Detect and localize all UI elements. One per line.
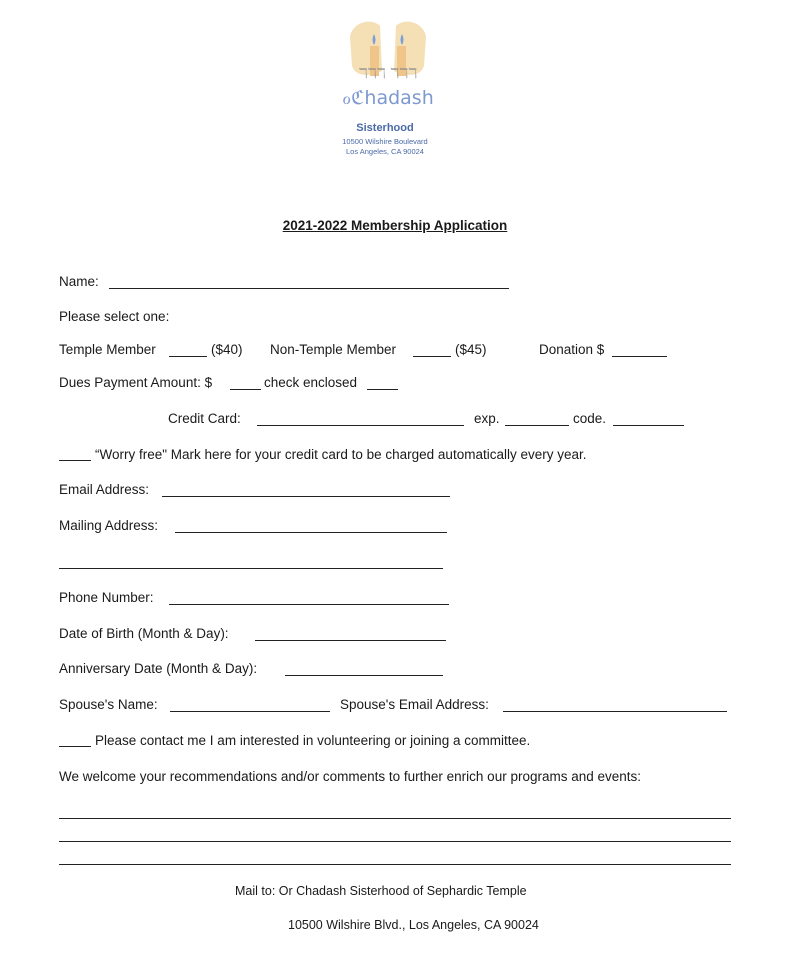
email-label: Email Address: xyxy=(59,482,150,497)
exp-label: exp. xyxy=(474,411,500,426)
comments-line-3[interactable] xyxy=(59,864,731,865)
comments-line-2[interactable] xyxy=(59,841,731,842)
non-temple-member-price: ($45) xyxy=(455,342,487,357)
anniversary-field[interactable] xyxy=(285,675,443,676)
mail-to-address: 10500 Wilshire Blvd., Los Angeles, CA 90024 xyxy=(288,918,539,932)
donation-field[interactable] xyxy=(612,356,667,357)
temple-member-label: Temple Member xyxy=(59,342,156,357)
phone-field[interactable] xyxy=(169,604,449,605)
comments-label: We welcome your recommendations and/or comments to further enrich our programs and events: xyxy=(59,769,642,784)
credit-card-field[interactable] xyxy=(257,425,464,426)
exp-field[interactable] xyxy=(505,425,569,426)
temple-member-price: ($40) xyxy=(211,342,243,357)
temple-member-field[interactable] xyxy=(169,356,207,357)
org-name: Sisterhood xyxy=(356,122,414,134)
spouse-email-label: Spouse's Email Address: xyxy=(340,697,489,712)
code-field[interactable] xyxy=(613,425,684,426)
email-field[interactable] xyxy=(162,496,450,497)
mailing-address-field[interactable] xyxy=(175,532,447,533)
code-label: code. xyxy=(573,411,607,426)
select-one-label: Please select one: xyxy=(59,309,170,324)
dues-label: Dues Payment Amount: $ xyxy=(59,375,213,390)
credit-card-label: Credit Card: xyxy=(168,411,241,426)
svg-text:ℸℸℸ ℸℸℸ: ℸℸℸ ℸℸℸ xyxy=(358,66,418,82)
comments-line-1[interactable] xyxy=(59,818,731,819)
volunteer-label: Please contact me I am interested in volunteering or joining a committee. xyxy=(95,733,531,748)
dob-field[interactable] xyxy=(255,640,446,641)
name-label: Name: xyxy=(59,274,99,289)
svg-text:ℴℭhadash: ℴℭhadash xyxy=(342,87,434,109)
spouse-name-field[interactable] xyxy=(170,711,330,712)
name-field[interactable] xyxy=(109,288,509,289)
mailing-address-field-line2[interactable] xyxy=(59,568,443,569)
or-chadash-logo xyxy=(342,16,434,111)
dues-amount-field[interactable] xyxy=(230,389,261,390)
mailing-address-label: Mailing Address: xyxy=(59,518,159,533)
check-enclosed-label: check enclosed xyxy=(264,375,358,390)
phone-label: Phone Number: xyxy=(59,590,154,605)
check-enclosed-field[interactable] xyxy=(367,389,398,390)
anniversary-label: Anniversary Date (Month & Day): xyxy=(59,661,258,676)
non-temple-member-label: Non-Temple Member xyxy=(270,342,397,357)
volunteer-field[interactable] xyxy=(59,746,91,747)
non-temple-member-field[interactable] xyxy=(413,356,451,357)
dob-label: Date of Birth (Month & Day): xyxy=(59,626,229,641)
spouse-email-field[interactable] xyxy=(503,711,727,712)
org-address-line2: Los Angeles, CA 90024 xyxy=(346,147,424,156)
donation-label: Donation $ xyxy=(539,342,605,357)
worry-free-field[interactable] xyxy=(59,460,91,461)
form-title: 2021-2022 Membership Application xyxy=(282,218,508,233)
worry-free-label: “Worry free" Mark here for your credit card to be charged automatically every year. xyxy=(95,447,587,462)
mail-to-text: Mail to: Or Chadash Sisterhood of Sephardic Temple xyxy=(235,884,527,898)
org-address-line1: 10500 Wilshire Boulevard xyxy=(342,137,428,146)
spouse-name-label: Spouse's Name: xyxy=(59,697,158,712)
